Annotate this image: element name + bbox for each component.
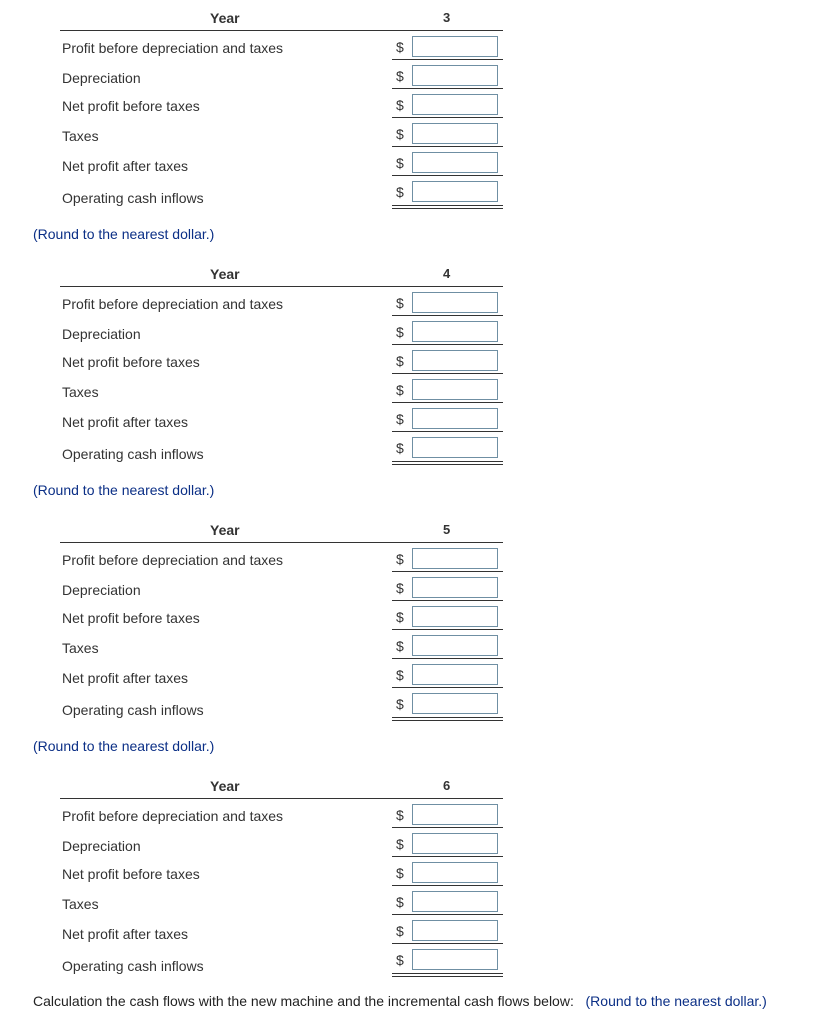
year-table-4 [0,256,831,512]
amount-input-year5-row2[interactable] [412,577,498,598]
row-divider [392,315,503,316]
dollar-sign: $ [396,580,404,596]
row-divider [392,88,503,89]
row-label: Net profit before taxes [62,610,200,626]
row-label: Net profit before taxes [62,98,200,114]
dollar-sign: $ [396,39,404,55]
row-label: Operating cash inflows [62,958,204,974]
year-table-5 [0,512,831,768]
dollar-sign: $ [396,295,404,311]
row-divider [392,658,503,659]
year-header-label: Year [210,778,240,794]
round-note: (Round to the nearest dollar.) [33,482,215,498]
row-label: Profit before depreciation and taxes [62,552,284,568]
row-divider [392,629,503,630]
amount-input-year4-row3[interactable] [412,350,498,371]
amount-input-year4-row5[interactable] [412,408,498,429]
amount-input-year5-row3[interactable] [412,606,498,627]
dollar-sign: $ [396,952,404,968]
dollar-sign: $ [396,807,404,823]
row-divider [392,344,503,345]
amount-input-year6-row3[interactable] [412,862,498,883]
row-label: Profit before depreciation and taxes [62,296,284,312]
dollar-sign: $ [396,609,404,625]
amount-input-year4-row1[interactable] [412,292,498,313]
total-double-underline [392,973,503,974]
year-number: 4 [443,266,451,281]
dollar-sign: $ [396,667,404,683]
dollar-sign: $ [396,638,404,654]
total-double-underline [392,720,503,721]
amount-input-year5-row6[interactable] [412,693,498,714]
row-divider [392,175,503,176]
amount-input-year3-row1[interactable] [412,36,498,57]
footer-text: Calculation the cash flows with the new machine and the incremental cash flows below: [33,993,574,1009]
row-divider [392,373,503,374]
row-divider [392,117,503,118]
row-divider [392,600,503,601]
amount-input-year3-row4[interactable] [412,123,498,144]
year-table-3 [0,0,831,256]
round-note: (Round to the nearest dollar.) [33,226,215,242]
dollar-sign: $ [396,865,404,881]
year-header-label: Year [210,10,240,26]
amount-input-year6-row1[interactable] [412,804,498,825]
row-label: Net profit after taxes [62,414,189,430]
amount-input-year6-row4[interactable] [412,891,498,912]
dollar-sign: $ [396,551,404,567]
header-divider [60,286,503,287]
amount-input-year5-row4[interactable] [412,635,498,656]
amount-input-year5-row5[interactable] [412,664,498,685]
total-double-underline [392,464,503,465]
year-number: 6 [443,778,451,793]
dollar-sign: $ [396,836,404,852]
amount-input-year3-row3[interactable] [412,94,498,115]
row-label: Operating cash inflows [62,190,204,206]
dollar-sign: $ [396,184,404,200]
total-double-underline [392,208,503,209]
dollar-sign: $ [396,382,404,398]
row-label: Operating cash inflows [62,446,204,462]
row-label: Net profit before taxes [62,866,200,882]
amount-input-year6-row6[interactable] [412,949,498,970]
amount-input-year6-row5[interactable] [412,920,498,941]
year-number: 5 [443,522,451,537]
total-double-underline [392,717,503,718]
row-divider [392,431,503,432]
row-label: Net profit before taxes [62,354,200,370]
row-label: Taxes [62,896,99,912]
total-double-underline [392,461,503,462]
row-label: Depreciation [62,70,141,86]
row-divider [392,59,503,60]
row-label: Taxes [62,640,99,656]
footer-instruction [33,993,767,1009]
row-label: Profit before depreciation and taxes [62,40,284,56]
row-label: Taxes [62,128,99,144]
header-divider [60,542,503,543]
row-divider [392,146,503,147]
row-divider [392,571,503,572]
dollar-sign: $ [396,353,404,369]
row-label: Depreciation [62,838,141,854]
row-label: Operating cash inflows [62,702,204,718]
header-divider [60,798,503,799]
row-divider [392,827,503,828]
row-divider [392,914,503,915]
row-label: Depreciation [62,326,141,342]
row-label: Depreciation [62,582,141,598]
header-divider [60,30,503,31]
total-double-underline [392,205,503,206]
dollar-sign: $ [396,155,404,171]
round-note: (Round to the nearest dollar.) [33,738,215,754]
row-divider [392,856,503,857]
row-label: Taxes [62,384,99,400]
row-divider [392,687,503,688]
dollar-sign: $ [396,440,404,456]
dollar-sign: $ [396,97,404,113]
row-label: Net profit after taxes [62,926,189,942]
year-header-label: Year [210,522,240,538]
row-divider [392,402,503,403]
dollar-sign: $ [396,411,404,427]
amount-input-year6-row2[interactable] [412,833,498,854]
year-number: 3 [443,10,451,25]
footer-round-note: (Round to the nearest dollar.) [585,993,767,1009]
row-label: Net profit after taxes [62,158,189,174]
amount-input-year3-row6[interactable] [412,181,498,202]
year-header-label: Year [210,266,240,282]
dollar-sign: $ [396,68,404,84]
total-double-underline [392,976,503,977]
row-divider [392,943,503,944]
amount-input-year4-row6[interactable] [412,437,498,458]
year-table-6 [0,768,831,1024]
dollar-sign: $ [396,894,404,910]
amount-input-year5-row1[interactable] [412,548,498,569]
amount-input-year4-row2[interactable] [412,321,498,342]
row-divider [392,885,503,886]
row-label: Profit before depreciation and taxes [62,808,284,824]
dollar-sign: $ [396,923,404,939]
amount-input-year3-row2[interactable] [412,65,498,86]
amount-input-year4-row4[interactable] [412,379,498,400]
row-label: Net profit after taxes [62,670,189,686]
dollar-sign: $ [396,126,404,142]
dollar-sign: $ [396,324,404,340]
amount-input-year3-row5[interactable] [412,152,498,173]
dollar-sign: $ [396,696,404,712]
